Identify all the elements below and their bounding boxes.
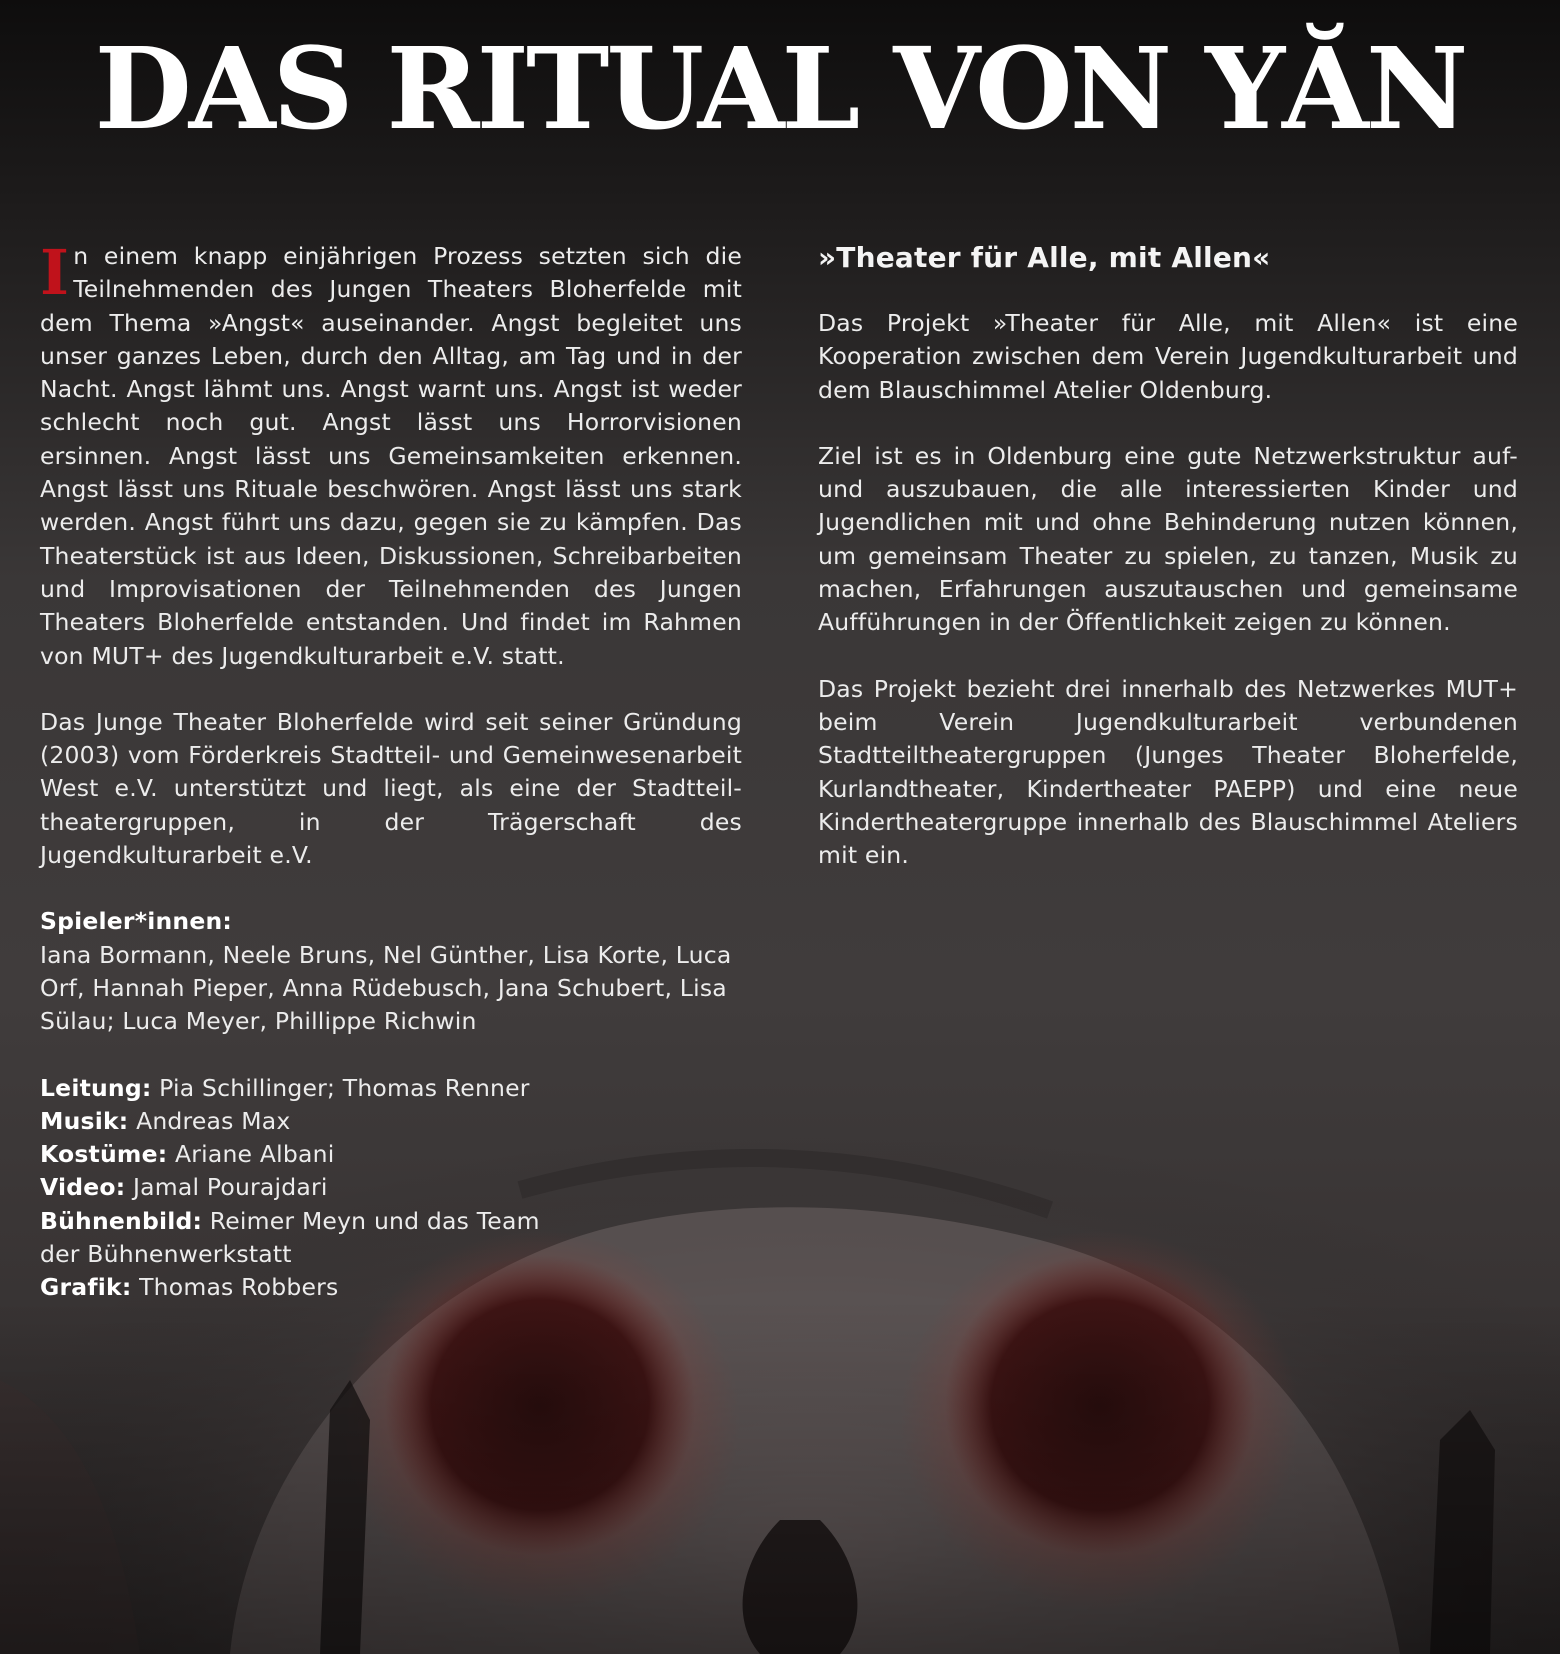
page-title: DAS RITUAL VON YĂN bbox=[94, 24, 1466, 155]
credit-label: Grafik: bbox=[40, 1273, 132, 1302]
right-column bbox=[818, 240, 1518, 905]
credit-video bbox=[40, 1171, 742, 1204]
credit-value: Ariane Albani bbox=[175, 1140, 335, 1169]
credits-list bbox=[40, 1072, 742, 1305]
credit-value: Pia Schillinger; Thomas Renner bbox=[159, 1073, 530, 1102]
credit-grafik bbox=[40, 1271, 742, 1304]
credit-value: Andreas Max bbox=[136, 1106, 291, 1135]
cast-block bbox=[40, 905, 742, 1038]
credit-value: Thomas Robbers bbox=[139, 1273, 339, 1302]
credit-label: Leitung: bbox=[40, 1073, 152, 1102]
left-column bbox=[40, 236, 742, 1338]
credit-label: Video: bbox=[40, 1173, 126, 1202]
credit-value: Reimer Meyn und das Team der Bühnenwerkstatt bbox=[40, 1206, 540, 1269]
section-heading: »Theater für Alle, mit Allen« bbox=[818, 241, 1271, 274]
credit-label: Bühnenbild: bbox=[40, 1206, 203, 1235]
credit-label: Kostüme: bbox=[40, 1140, 168, 1169]
intro-text: n einem knapp einjährigen Prozess setzten sich die Teilnehmenden des Jungen Theaters Bloherfelde mit dem Thema »Angst« auseinander. Angst begleitet uns unser ganzes Leben, durch den Alltag, am Tag und in der Nacht. Angst lähmt uns. Angst warnt uns. Angst ist weder schlecht noch gut. Angst lässt uns Horrorvisionen ersinnen. Angst lässt uns Gemeinsamkeiten erkennen. Angst lässt uns Rituale beschwören. Angst lässt uns stark werden. Angst führt uns dazu, gegen sie zu kämpfen. Das Theaterstück ist aus Ideen, Diskussionen, Schreibarbeiten und Improvisationen der Teilnehmenden des Jungen Theaters Bloherfelde entstanden. Und findet im Rahmen von MUT+ des Jugendkulturarbeit e.V. statt. bbox=[40, 242, 742, 670]
groups-paragraph: Das Projekt bezieht drei innerhalb des Netzwerkes MUT+ beim Verein Jugendkulturarbeit verbundenen Stadtteiltheatergruppen (Junges Theater Bloherfelde, Kurlandtheater, Kindertheater PAEPP) und eine neue Kindertheatergruppe innerhalb des Blauschimmel Ateliers mit ein. bbox=[818, 674, 1518, 870]
history-paragraph: Das Junge Theater Bloherfelde wird seit seiner Gründung (2003) vom Förderkreis Stadtteil- und Gemeinwesenarbeit West e.V. unterstützt und liegt, als eine der Stadtteil-theatergruppen, in der Trägerschaft des Jugendkulturarbeit e.V. bbox=[40, 707, 742, 870]
goal-paragraph: Ziel ist es in Oldenburg eine gute Netzwerkstruktur auf- und auszubauen, die alle interessierten Kinder und Jugendlichen mit und ohne Behinderung nutzen können, um gemeinsam Theater zu spielen, zu tanzen, Musik zu machen, Erfahrungen auszutauschen und gemeinsame Aufführungen in der Öffentlichkeit zeigen zu können. bbox=[818, 441, 1518, 637]
dropcap-letter: I bbox=[40, 236, 70, 309]
credit-buehnenbild bbox=[40, 1205, 580, 1272]
credit-kostueme bbox=[40, 1138, 742, 1171]
cast-names: Iana Bormann, Neele Bruns, Nel Günther, Lisa Korte, Luca Orf, Hannah Pieper, Anna Rüdebusch, Jana Schubert, Lisa Sülau; Luca Meyer, Phillippe Richwin bbox=[40, 940, 732, 1036]
credit-value: Jamal Pourajdari bbox=[133, 1173, 328, 1202]
credit-label: Musik: bbox=[40, 1106, 129, 1135]
project-paragraph: Das Projekt »Theater für Alle, mit Allen« ist eine Kooperation zwischen dem Verein Jugendkulturarbeit und dem Blauschimmel Atelier Oldenburg. bbox=[818, 309, 1518, 404]
intro-paragraph bbox=[40, 236, 742, 673]
credit-leitung bbox=[40, 1072, 742, 1105]
cast-label: Spieler*innen: bbox=[40, 907, 232, 936]
credit-musik bbox=[40, 1105, 742, 1138]
